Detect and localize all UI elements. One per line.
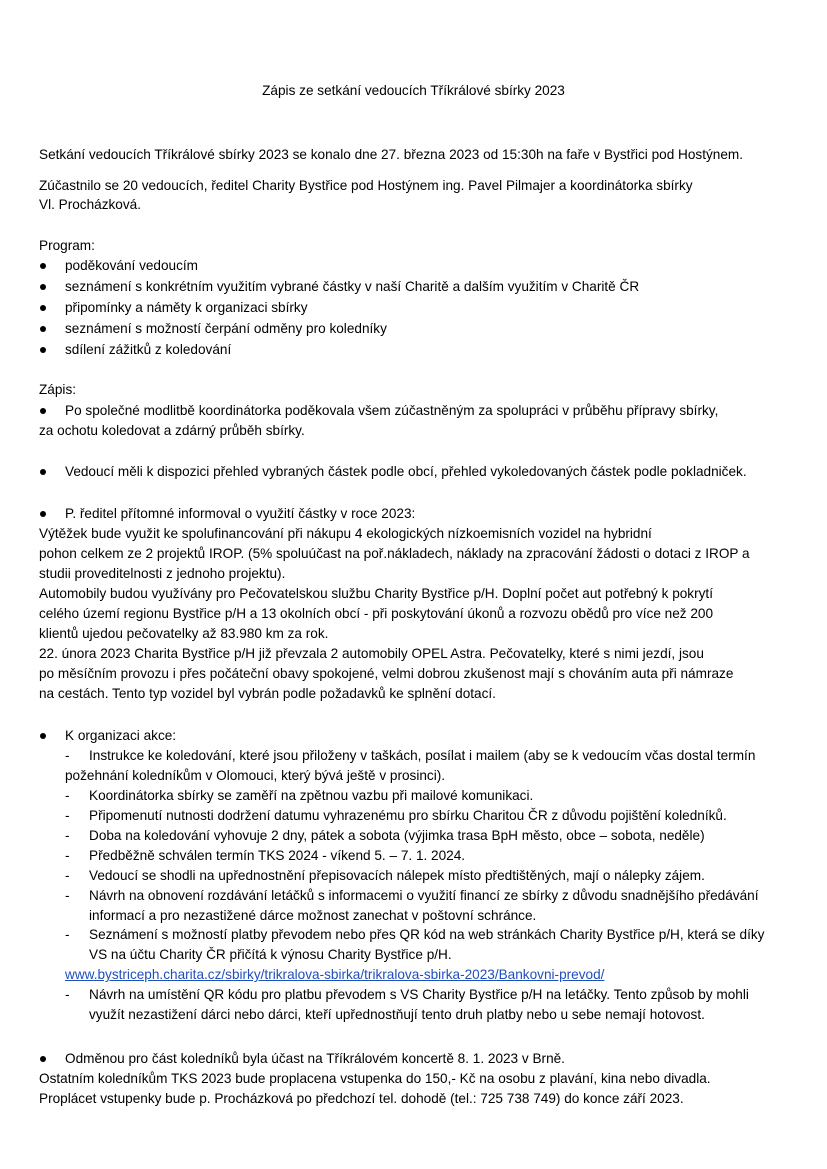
org-item: požehnání koledníkům v Olomouci, který bývá ještě v prosinci). xyxy=(65,768,446,783)
intro-line: Zúčastnilo se 20 vedoucích, ředitel Charity Bystřice pod Hostýnem ing. Pavel Pilmajer a koordinátorka sbírky xyxy=(39,178,693,193)
program-item: sdílení zážitků z koledování xyxy=(65,342,232,357)
bullet-icon xyxy=(40,469,46,475)
org-item: Instrukce ke koledování, které jsou přiloženy v taškách, posílat i mailem (aby se k vedoucím včas dostal termín xyxy=(89,748,756,763)
zapis-paragraph-line: Výtěžek bude využit ke spolufinancování při nákupu 4 ekologických nízkoemisních vozidel na hybridní xyxy=(39,526,652,541)
zapis-paragraph: P. ředitel přítomné informoval o využití částky v roce 2023: xyxy=(65,506,416,521)
dash-icon: - xyxy=(65,788,70,803)
dash-icon: - xyxy=(65,848,70,863)
org-item: Koordinátorka sbírky se zaměří na zpětnou vazbu při mailové komunikaci. xyxy=(89,788,534,803)
zapis-paragraph: Ostatním koledníkům TKS 2023 bude proplacena vstupenka do 150,- Kč na osobu z plavání, kina nebo divadla. xyxy=(39,1071,711,1086)
bullet-icon xyxy=(40,284,46,290)
bullet-icon xyxy=(40,347,46,353)
zapis-paragraph-line: 22. února 2023 Charita Bystřice p/H již převzala 2 automobily OPEL Astra. Pečovatelky, které s nimi jezdí, jsou xyxy=(39,646,704,661)
dash-icon: - xyxy=(65,868,70,883)
dash-icon: - xyxy=(65,828,70,843)
org-item: Vedoucí se shodli na upřednostnění přepisovacích nálepek místo předtištěných, mají o nálepky zájem. xyxy=(89,868,705,883)
org-item: Předběžně schválen termín TKS 2024 - víkend 5. – 7. 1. 2024. xyxy=(89,848,466,863)
zapis-paragraph: K organizaci akce: xyxy=(65,728,177,743)
zapis-paragraph: za ochotu koledovat a zdárný průběh sbírky. xyxy=(39,423,305,438)
zapis-paragraph-line: studii proveditelnosti z jednoho projektu). xyxy=(39,566,286,581)
bullet-icon xyxy=(40,305,46,311)
org-item: informací a pro nezastižené dárce možnost zanechat v poštovní schránce. xyxy=(89,908,537,923)
zapis-paragraph-line: celého území regionu Bystřice p/H a 13 okolních obcí - při poskytování úkonů a rozvozu obědů pro více než 200 xyxy=(39,606,714,621)
bullet-icon xyxy=(40,733,46,739)
dash-icon: - xyxy=(65,927,70,942)
program-item: seznámení s konkrétním využitím vybrané částky v naší Charitě a dalším využitím v Charitě ČR xyxy=(65,279,640,294)
program-heading: Program: xyxy=(39,238,95,253)
zapis-paragraph: Vedoucí měli k dispozici přehled vybraných částek podle obcí, přehled vykoledovaných částek podle pokladniček. xyxy=(65,464,747,479)
dash-icon: - xyxy=(65,987,70,1002)
zapis-paragraph-line: klientů ujedou pečovatelky až 83.980 km za rok. xyxy=(39,626,329,641)
org-item: VS na účtu Charity ČR přičítá k výnosu Charity Bystřice p/H. xyxy=(89,947,452,962)
zapis-paragraph-line: na cestách. Tento typ vozidel byl vybrán podle požadavků ke splnění dotací. xyxy=(39,686,496,701)
intro-line: Vl. Procházková. xyxy=(39,197,141,212)
program-item: poděkování vedoucím xyxy=(65,258,199,273)
dash-icon: - xyxy=(65,888,70,903)
zapis-paragraph-line: po měsíčním provozu i přes počáteční obavy spokojené, velmi dobrou zkušenost mají s chováním auta při námraze xyxy=(39,666,734,681)
dash-icon: - xyxy=(65,748,70,763)
zapis-paragraph-line: Automobily budou využívány pro Pečovatelskou službu Charity Bystřice p/H. Doplní počet aut potřebný k pokrytí xyxy=(39,586,713,601)
org-item: Doba na koledování vyhovuje 2 dny, pátek a sobota (výjimka trasa BpH město, obce – sobota, neděle) xyxy=(89,828,705,843)
bullet-icon xyxy=(40,326,46,332)
bullet-icon xyxy=(40,263,46,269)
intro-line: Setkání vedoucích Tříkrálové sbírky 2023 se konalo dne 27. března 2023 od 15:30h na faře v Bystřici pod Hostýnem. xyxy=(39,147,744,162)
zapis-paragraph: Proplácet vstupenky bude p. Procházková po předchozí tel. dohodě (tel.: 725 738 749) do konce září 2023. xyxy=(39,1091,684,1106)
bullet-icon xyxy=(40,511,46,517)
org-item: Návrh na umístění QR kódu pro platbu převodem s VS Charity Bystřice p/H na letáčky. Tento způsob by mohli xyxy=(89,987,749,1002)
zapis-paragraph: Po společné modlitbě koordinátorka poděkovala všem zúčastněným za spolupráci v průběhu přípravy sbírky, xyxy=(65,403,719,418)
bullet-icon xyxy=(40,408,46,414)
bank-transfer-link[interactable]: www.bystriceph.charita.cz/sbirky/trikralova-sbirka/trikralova-sbirka-2023/Bankovni-prevod/ xyxy=(65,967,605,982)
dash-icon: - xyxy=(65,808,70,823)
zapis-paragraph-line: pohon celkem ze 2 projektů IROP. (5% spoluúčast na poř.nákladech, náklady na zpracování žádosti o dotaci z IROP a xyxy=(39,546,750,561)
org-item: Návrh na obnovení rozdávání letáčků s informacemi o využití financí ze sbírky z důvodu snadnějšího předávání xyxy=(89,888,759,903)
org-item: Připomenutí nutnosti dodržení datumu vyhrazenému pro sbírku Charitou ČR z důvodu pojištění koledníků. xyxy=(89,808,727,823)
program-item: seznámení s možností čerpání odměny pro koledníky xyxy=(65,321,387,336)
org-item: využít nezastižení dárci nebo dárci, kteří upřednostňují tento druh platby nebo u sebe nemají hotovost. xyxy=(89,1007,705,1022)
bullet-icon xyxy=(40,1056,46,1062)
org-item: Seznámení s možností platby převodem nebo přes QR kód na web stránkách Charity Bystřice p/H, která se díky xyxy=(89,927,765,942)
document-title: Zápis ze setkání vedoucích Tříkrálové sbírky 2023 xyxy=(262,83,565,98)
zapis-paragraph: Odměnou pro část koledníků byla účast na Tříkrálovém koncertě 8. 1. 2023 v Brně. xyxy=(65,1051,565,1066)
program-item: připomínky a náměty k organizaci sbírky xyxy=(65,300,308,315)
zapis-heading: Zápis: xyxy=(39,382,77,397)
